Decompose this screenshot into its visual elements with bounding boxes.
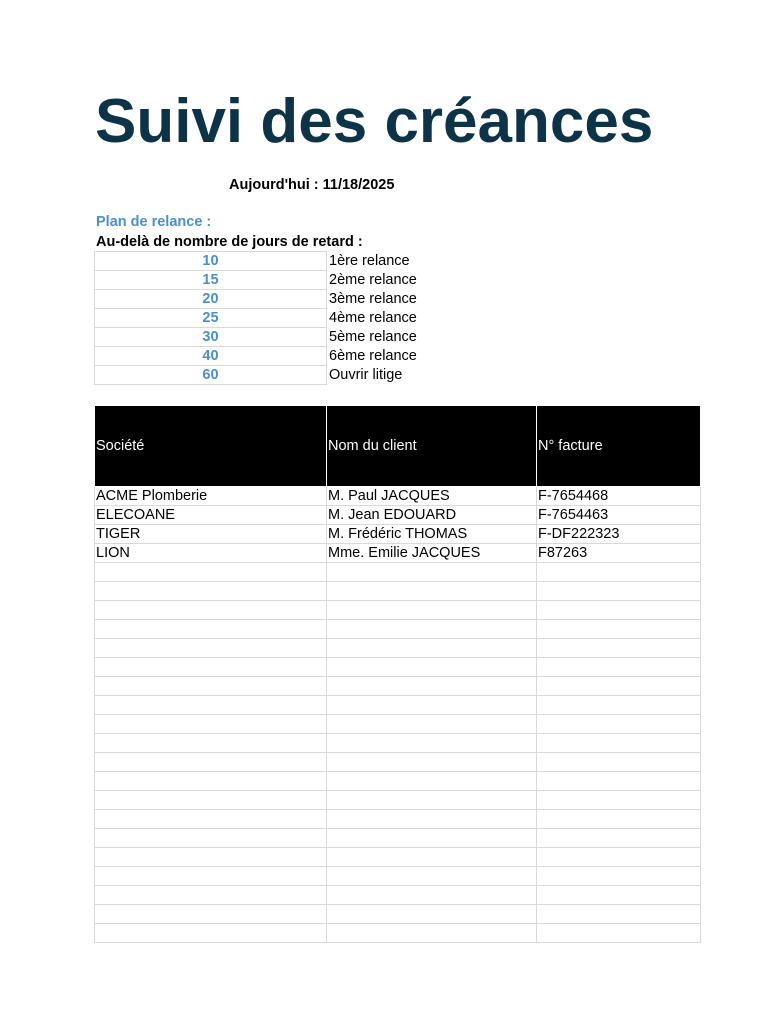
- table-row: [95, 639, 701, 658]
- plan-row: [95, 252, 530, 271]
- plan-days-cell[interactable]: 60: [95, 366, 327, 385]
- table-row: [95, 886, 701, 905]
- company-cell[interactable]: [95, 677, 327, 696]
- invoice-number-cell[interactable]: [537, 734, 701, 753]
- client-name-cell[interactable]: [327, 658, 537, 677]
- invoice-number-cell[interactable]: [537, 772, 701, 791]
- plan-action-cell[interactable]: 6ème relance: [329, 348, 417, 364]
- client-name-cell[interactable]: [327, 772, 537, 791]
- client-name-cell[interactable]: [327, 677, 537, 696]
- header-company[interactable]: Société: [95, 406, 327, 487]
- plan-action-cell[interactable]: 1ère relance: [329, 253, 410, 269]
- client-name-cell[interactable]: [327, 696, 537, 715]
- plan-days-cell[interactable]: 20: [95, 290, 327, 309]
- plan-subtitle: Au-delà de nombre de jours de retard :: [96, 234, 363, 250]
- today-row: [229, 175, 394, 195]
- invoice-number-cell[interactable]: [537, 753, 701, 772]
- invoice-number-cell[interactable]: [537, 620, 701, 639]
- table-row: [95, 696, 701, 715]
- table-row: [95, 525, 701, 544]
- client-name-cell[interactable]: [327, 639, 537, 658]
- client-name-cell[interactable]: [327, 620, 537, 639]
- table-row: [95, 487, 701, 506]
- table-row: [95, 791, 701, 810]
- plan-row: [95, 271, 530, 290]
- client-name-cell[interactable]: [327, 886, 537, 905]
- table-row: [95, 867, 701, 886]
- company-cell[interactable]: ELECOANE: [95, 506, 327, 525]
- client-name-cell[interactable]: M. Frédéric THOMAS: [327, 525, 537, 544]
- company-cell[interactable]: [95, 715, 327, 734]
- reminder-plan-table: [94, 251, 530, 385]
- company-cell[interactable]: [95, 620, 327, 639]
- invoice-number-cell[interactable]: [537, 601, 701, 620]
- invoice-number-cell[interactable]: [537, 810, 701, 829]
- table-row: [95, 924, 701, 943]
- client-name-cell[interactable]: Mme. Emilie JACQUES: [327, 544, 537, 563]
- invoice-number-cell[interactable]: F-7654468: [537, 487, 701, 506]
- table-row: [95, 848, 701, 867]
- company-cell[interactable]: [95, 734, 327, 753]
- client-name-cell[interactable]: M. Paul JACQUES: [327, 487, 537, 506]
- today-date[interactable]: 11/18/2025: [322, 177, 395, 193]
- table-row: [95, 582, 701, 601]
- client-name-cell[interactable]: M. Jean EDOUARD: [327, 506, 537, 525]
- plan-row: [95, 309, 530, 328]
- plan-row: [95, 347, 530, 366]
- plan-days-cell[interactable]: 40: [95, 347, 327, 366]
- today-label: Aujourd'hui :: [229, 177, 319, 193]
- plan-action-cell[interactable]: 4ème relance: [329, 310, 417, 326]
- company-cell[interactable]: [95, 810, 327, 829]
- plan-action-cell[interactable]: 5ème relance: [329, 329, 417, 345]
- client-name-cell[interactable]: [327, 867, 537, 886]
- invoice-number-cell[interactable]: [537, 639, 701, 658]
- invoice-table: [94, 405, 701, 943]
- company-cell[interactable]: [95, 924, 327, 943]
- company-cell[interactable]: [95, 658, 327, 677]
- table-row: [95, 658, 701, 677]
- plan-row: [95, 290, 530, 309]
- invoice-number-cell[interactable]: [537, 867, 701, 886]
- table-row: [95, 734, 701, 753]
- invoice-number-cell[interactable]: [537, 848, 701, 867]
- plan-action-cell[interactable]: 3ème relance: [329, 291, 417, 307]
- company-cell[interactable]: [95, 696, 327, 715]
- plan-action-cell[interactable]: Ouvrir litige: [329, 367, 403, 383]
- company-cell[interactable]: [95, 639, 327, 658]
- client-name-cell[interactable]: [327, 563, 537, 582]
- plan-days-cell[interactable]: 25: [95, 309, 327, 328]
- page-title: Suivi des créances: [95, 87, 654, 156]
- client-name-cell[interactable]: [327, 601, 537, 620]
- table-row: [95, 829, 701, 848]
- plan-action-cell[interactable]: 2ème relance: [329, 272, 417, 288]
- invoice-number-cell[interactable]: [537, 905, 701, 924]
- table-row: [95, 810, 701, 829]
- company-cell[interactable]: [95, 886, 327, 905]
- company-cell[interactable]: [95, 601, 327, 620]
- company-cell[interactable]: LION: [95, 544, 327, 563]
- invoice-number-cell[interactable]: [537, 677, 701, 696]
- client-name-cell[interactable]: [327, 582, 537, 601]
- plan-title: Plan de relance :: [96, 214, 212, 230]
- table-row: [95, 601, 701, 620]
- invoice-number-cell[interactable]: [537, 563, 701, 582]
- table-row: [95, 544, 701, 563]
- plan-row: [95, 328, 530, 347]
- table-row: [95, 620, 701, 639]
- plan-row: [95, 366, 530, 385]
- invoice-number-cell[interactable]: [537, 696, 701, 715]
- client-name-cell[interactable]: [327, 810, 537, 829]
- client-name-cell[interactable]: [327, 753, 537, 772]
- client-name-cell[interactable]: [327, 715, 537, 734]
- invoice-number-cell[interactable]: F87263: [537, 544, 701, 563]
- invoice-number-cell[interactable]: [537, 886, 701, 905]
- plan-days-cell[interactable]: 15: [95, 271, 327, 290]
- company-cell[interactable]: [95, 829, 327, 848]
- invoice-number-cell[interactable]: F-7654463: [537, 506, 701, 525]
- invoice-number-cell[interactable]: [537, 582, 701, 601]
- client-name-cell[interactable]: [327, 905, 537, 924]
- invoice-number-cell[interactable]: [537, 924, 701, 943]
- company-cell[interactable]: ACME Plomberie: [95, 487, 327, 506]
- company-cell[interactable]: [95, 582, 327, 601]
- table-row: [95, 506, 701, 525]
- table-row: [95, 772, 701, 791]
- company-cell[interactable]: [95, 905, 327, 924]
- company-cell[interactable]: [95, 563, 327, 582]
- invoice-number-cell[interactable]: [537, 715, 701, 734]
- table-row: [95, 905, 701, 924]
- table-row: [95, 677, 701, 696]
- header-invoice-number[interactable]: N° facture: [537, 406, 701, 487]
- client-name-cell[interactable]: [327, 791, 537, 810]
- client-name-cell[interactable]: [327, 734, 537, 753]
- company-cell[interactable]: [95, 867, 327, 886]
- company-cell[interactable]: TIGER: [95, 525, 327, 544]
- client-name-cell[interactable]: [327, 848, 537, 867]
- plan-days-cell[interactable]: 10: [95, 252, 327, 271]
- plan-days-cell[interactable]: 30: [95, 328, 327, 347]
- header-client-name[interactable]: Nom du client: [327, 406, 537, 487]
- invoice-number-cell[interactable]: F-DF222323: [537, 525, 701, 544]
- invoice-header-row: [95, 406, 701, 487]
- invoice-number-cell[interactable]: [537, 658, 701, 677]
- invoice-number-cell[interactable]: [537, 791, 701, 810]
- table-row: [95, 753, 701, 772]
- client-name-cell[interactable]: [327, 829, 537, 848]
- company-cell[interactable]: [95, 791, 327, 810]
- invoice-number-cell[interactable]: [537, 829, 701, 848]
- table-row: [95, 715, 701, 734]
- company-cell[interactable]: [95, 848, 327, 867]
- company-cell[interactable]: [95, 772, 327, 791]
- table-row: [95, 563, 701, 582]
- company-cell[interactable]: [95, 753, 327, 772]
- client-name-cell[interactable]: [327, 924, 537, 943]
